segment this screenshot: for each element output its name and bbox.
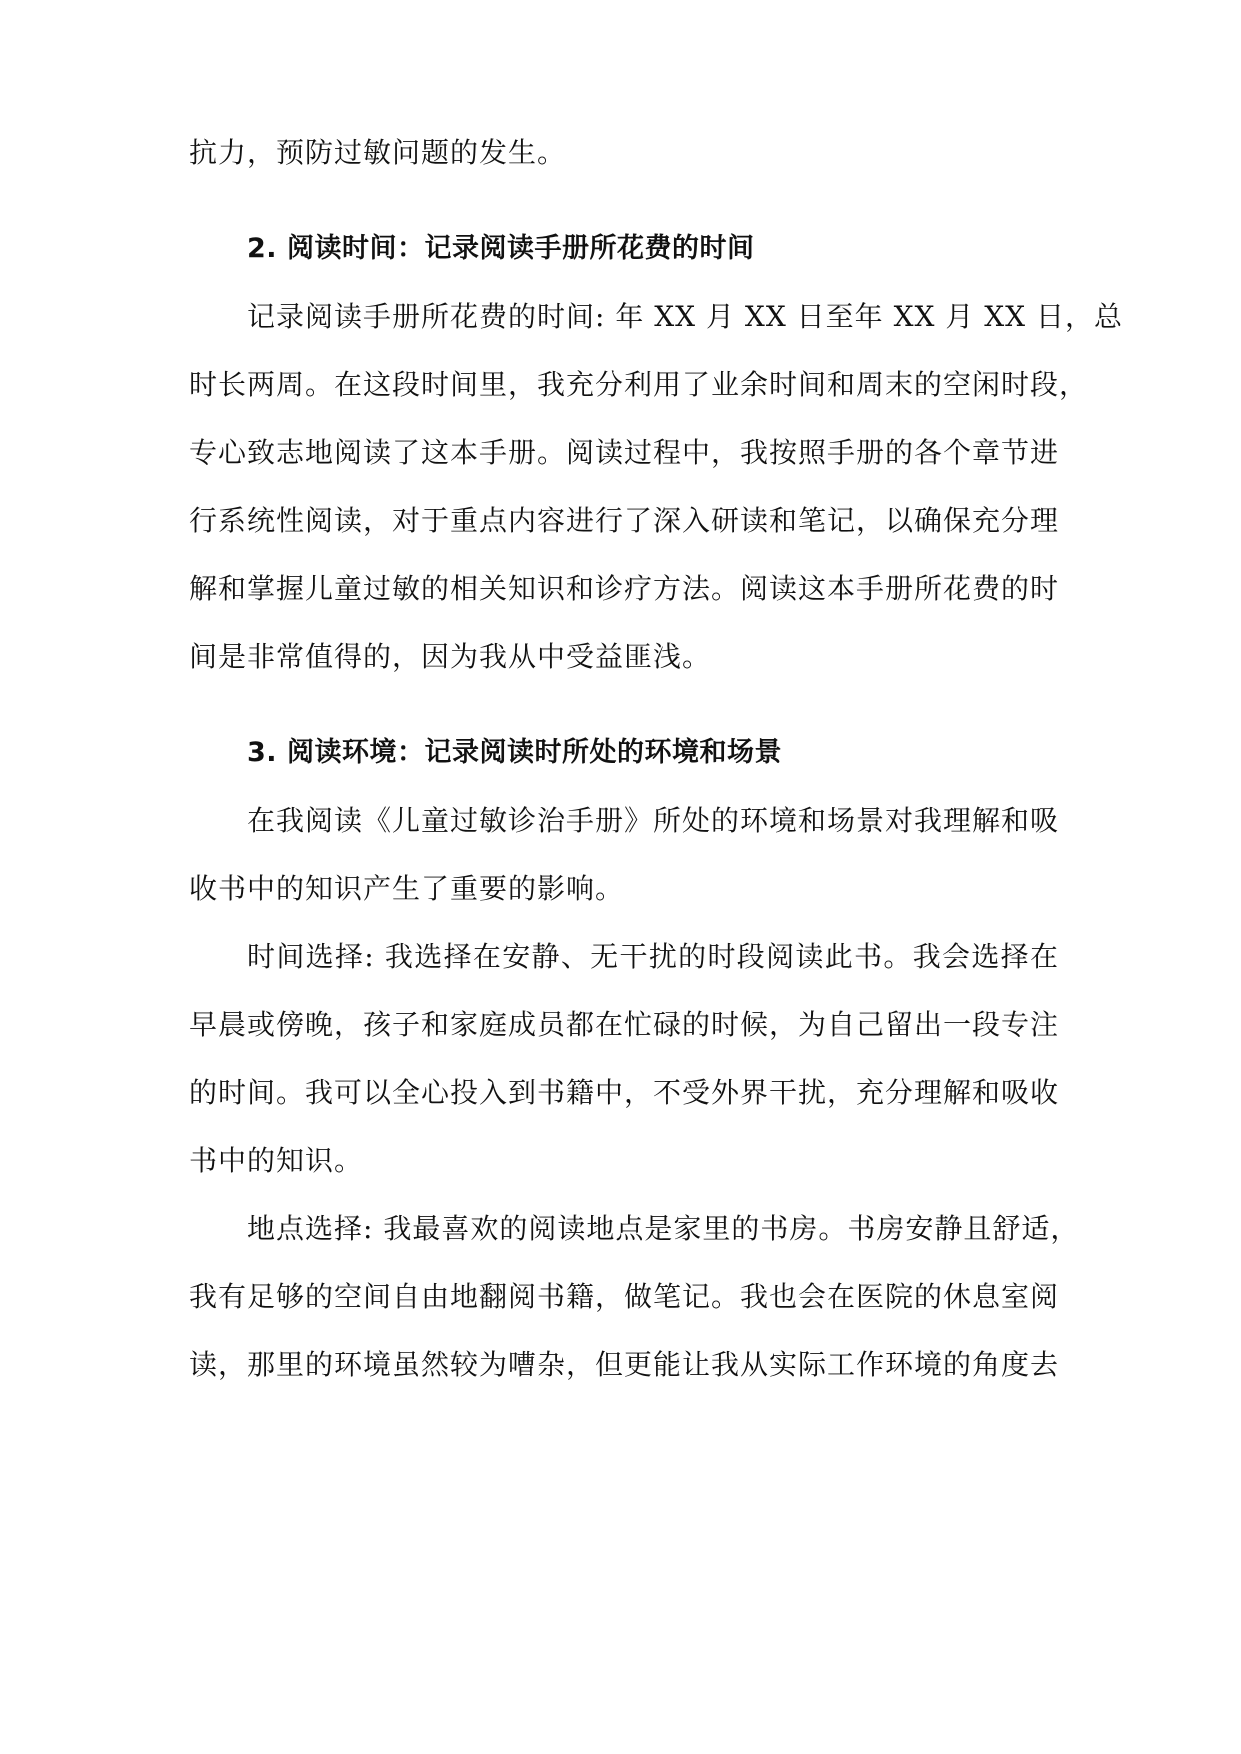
paragraph-line: 专心致志地阅读了这本手册。阅读过程中，我按照手册的各个章节进 (189, 436, 1060, 469)
paragraph-line: 早晨或傍晚，孩子和家庭成员都在忙碌的时候，为自己留出一段专注 (189, 1008, 1060, 1041)
paragraph-line: 我有足够的空间自由地翻阅书籍，做笔记。我也会在医院的休息室阅 (189, 1280, 1060, 1313)
paragraph-line: 抗力，预防过敏问题的发生。 (189, 136, 567, 169)
paragraph-line: 时间选择: 我选择在安静、无干扰的时段阅读此书。我会选择在 (247, 940, 1059, 973)
paragraph-line: 收书中的知识产生了重要的影响。 (189, 872, 625, 905)
paragraph-line: 书中的知识。 (189, 1144, 364, 1177)
paragraph-line: 的时间。我可以全心投入到书籍中，不受外界干扰，充分理解和吸收 (189, 1076, 1060, 1109)
paragraph-line: 时长两周。在这段时间里，我充分利用了业余时间和周末的空闲时段， (189, 368, 1089, 401)
paragraph-line: 在我阅读《儿童过敏诊治手册》所处的环境和场景对我理解和吸 (247, 804, 1060, 837)
section-heading-reading-environment: 3. 阅读环境：记录阅读时所处的环境和场景 (247, 737, 782, 768)
paragraph-line: 间是非常值得的，因为我从中受益匪浅。 (189, 640, 712, 673)
paragraph-line: 解和掌握儿童过敏的相关知识和诊疗方法。阅读这本手册所花费的时 (189, 572, 1060, 605)
paragraph-line: 读，那里的环境虽然较为嘈杂，但更能让我从实际工作环境的角度去 (189, 1348, 1060, 1381)
section-heading-reading-time: 2. 阅读时间：记录阅读手册所花费的时间 (247, 233, 755, 264)
paragraph-line: 地点选择: 我最喜欢的阅读地点是家里的书房。书房安静且舒适， (247, 1212, 1080, 1245)
paragraph-line: 行系统性阅读，对于重点内容进行了深入研读和笔记，以确保充分理 (189, 504, 1060, 537)
paragraph-line: 记录阅读手册所花费的时间: 年 XX 月 XX 日至年 XX 月 XX 日，总 (247, 300, 1124, 333)
